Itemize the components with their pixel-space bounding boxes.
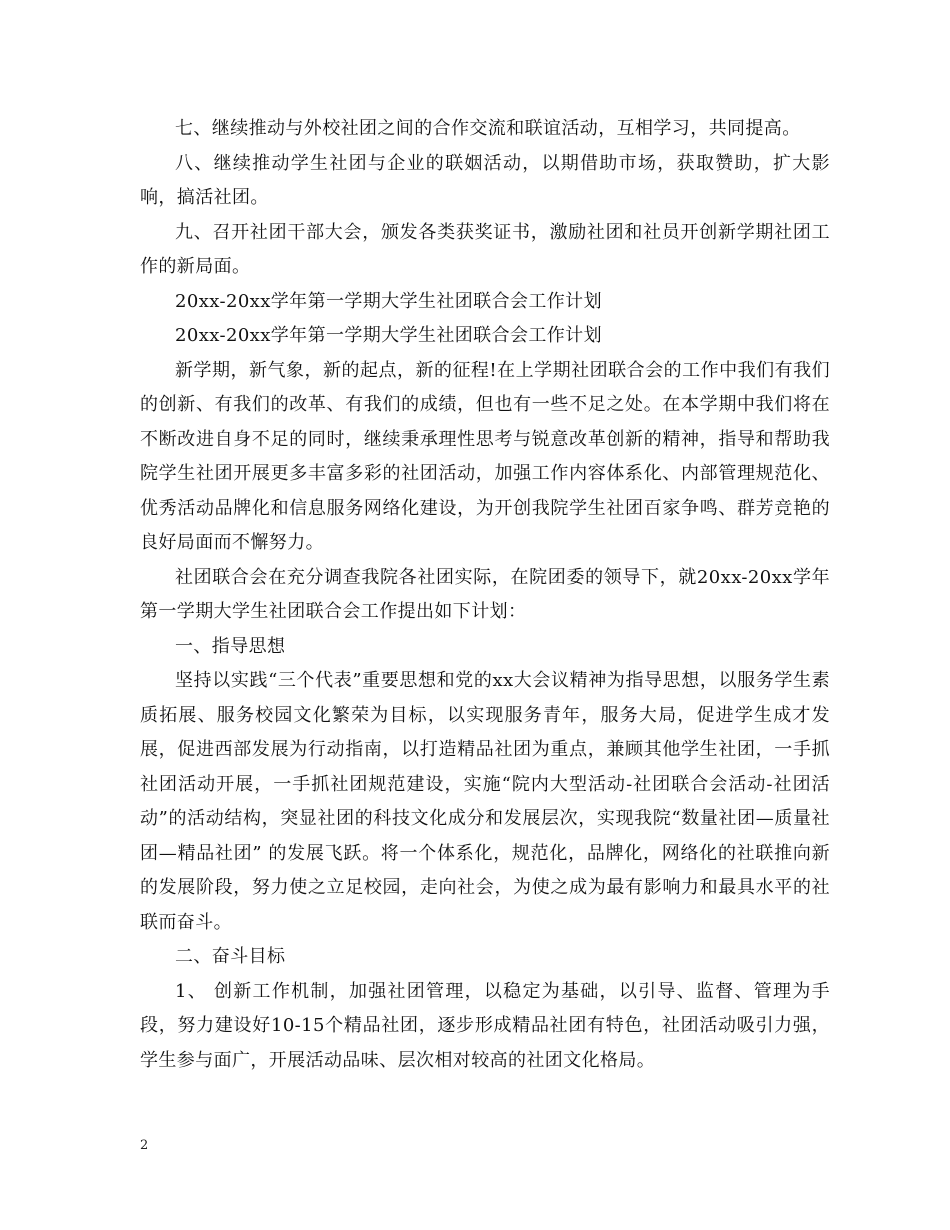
paragraph-item-9: 九、召开社团干部大会，颁发各类获奖证书，激励社团和社员开创新学期社团工作的新局面。	[140, 221, 830, 277]
intro-paragraph: 新学期，新气象，新的起点，新的征程!在上学期社团联合会的工作中我们有我们的创新、有我们的改革、有我们的成绩，但也有一些不足之处。在本学期中我们将在不断改进自身不足的同时，继续秉承理性思考与锐意改革创新的精神，指导和帮助我院学生社团开展更多丰富多彩的社团活动，加强工作内容体系化、内部管理规范化、优秀活动品牌化和信息服务网络化建设，为开创我院学生社团百家争鸣、群芳竞艳的良好局面而不懈努力。	[140, 359, 830, 553]
goal-item-1: 1、 创新工作机制，加强社团管理，以稳定为基础，以引导、监督、管理为手段，努力建设好10-15个精品社团，逐步形成精品社团有特色，社团活动吸引力强，学生参与面广，开展活动品味、层次相对较高的社团文化格局。	[140, 980, 830, 1071]
document-body	[140, 112, 830, 1078]
plan-title-2: 20xx-20xx学年第一学期大学生社团联合会工作计划	[175, 325, 602, 346]
plan-title-1: 20xx-20xx学年第一学期大学生社团联合会工作计划	[175, 290, 602, 312]
plan-paragraph: 社团联合会在充分调查我院各社团实际，在院团委的领导下，就20xx-20xx学年第一学期大学生社团联合会工作提出如下计划：	[140, 566, 830, 622]
paragraph-item-7: 七、继续推动与外校社团之间的合作交流和联谊活动，互相学习，共同提高。	[175, 118, 801, 139]
paragraph-item-8: 八、继续推动学生社团与企业的联姻活动，以期借助市场，获取赞助，扩大影响，搞活社团。	[140, 152, 830, 208]
section-heading-goals: 二、奋斗目标	[175, 946, 286, 967]
guiding-thought-paragraph: 坚持以实践“三个代表”重要思想和党的xx大会议精神为指导思想，以服务学生素质拓展、服务校园文化繁荣为目标，以实现服务青年，服务大局，促进学生成才发展，促进西部发展为行动指南，以打造精品社团为重点，兼顾其他学生社团，一手抓社团活动开展，一手抓社团规范建设，实施“院内大型活动-社团联合会活动-社团活动”的活动结构，突显社团的科技文化成分和发展层次，实现我院“数量社团—质量社团—精品社团” 的发展飞跃。将一个体系化，规范化，品牌化，网络化的社联推向新的发展阶段，努力使之立足校园，走向社会，为使之成为最有影响力和最具水平的社联而奋斗。	[140, 670, 830, 933]
page-number: 2	[140, 1138, 149, 1153]
section-heading-guiding-thought: 一、指导思想	[175, 635, 286, 657]
